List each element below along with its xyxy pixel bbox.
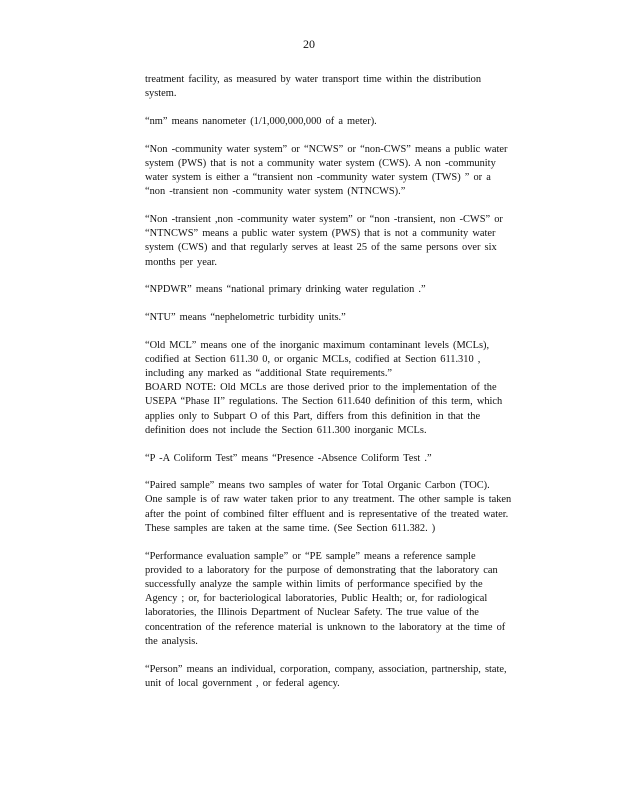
text-line: definition does not include the Section 611.300 inorganic MCLs.	[145, 424, 427, 436]
text-line: Agency ; or, for bacteriological laboratories, Public Health; or, for radiological	[145, 593, 488, 605]
text-line: laboratories, the Illinois Department of Nuclear Safety. The true value of the	[145, 607, 479, 619]
text-line: treatment facility, as measured by water transport time within the distribution	[145, 74, 482, 85]
text-line: “Non -transient ,non -community water system” or “non -transient, non -CWS” or	[145, 213, 503, 225]
text-line: USEPA “Phase II” regulations. The Section 611.640 definition of this term, which	[145, 396, 503, 408]
text-line: applies only to Subpart O of this Part, differs from this definition in that the	[145, 410, 481, 422]
page-number: 20	[303, 37, 315, 51]
document-body	[145, 73, 544, 704]
text-line: successfully analyze the sample within limits of performance specified by the	[145, 578, 483, 590]
text-line: “NTNCWS” means a public water system (PWS) that is not a community water	[145, 228, 496, 240]
text-line: “non -transient non -community water system (NTNCWS).”	[145, 186, 406, 198]
text-line: including any marked as “additional State requirements.”	[145, 368, 393, 380]
definition-paragraph	[145, 339, 544, 438]
text-line: codified at Section 611.30 0, or organic MCLs, codified at Section 611.310 ,	[145, 353, 481, 365]
text-line: unit of local government , or federal agency.	[145, 677, 340, 689]
definition-paragraph	[145, 311, 544, 325]
text-line: One sample is of raw water taken prior to any treatment. The other sample is taken	[145, 494, 512, 506]
text-line: “NTU” means “nephelometric turbidity units.”	[145, 311, 346, 323]
text-line: concentration of the reference material is unknown to the laboratory at the time of	[145, 621, 506, 633]
definition-paragraph	[145, 550, 544, 649]
text-line: “Performance evaluation sample” or “PE sample” means a reference sample	[145, 550, 476, 562]
definition-paragraph	[145, 283, 544, 297]
text-line: system (CWS) and that regularly serves at least 25 of the same persons over six	[145, 242, 497, 254]
text-line: provided to a laboratory for the purpose of demonstrating that the laboratory can	[145, 564, 498, 576]
definition-paragraph	[145, 663, 544, 691]
text-line: “Old MCL” means one of the inorganic maximum contaminant levels (MCLs),	[145, 339, 490, 351]
text-line: “Non -community water system” or “NCWS” or “non-CWS” means a public water	[145, 143, 508, 155]
text-line: “NPDWR” means “national primary drinking water regulation .”	[145, 284, 426, 296]
text-line: system.	[145, 88, 177, 100]
definition-paragraph	[145, 479, 544, 536]
definition-paragraph	[145, 115, 544, 129]
text-line: “nm” means nanometer (1/1,000,000,000 of a meter).	[145, 115, 377, 127]
text-line: after the point of combined filter effluent and is representative of the treated water.	[145, 508, 509, 520]
board-note-line: BOARD NOTE: Old MCLs are those derived prior to the implementation of the	[145, 382, 497, 394]
text-line: These samples are taken at the same time. (See Section 611.382. )	[145, 522, 436, 534]
definition-paragraph	[145, 143, 544, 200]
text-line: “Person” means an individual, corporation, company, association, partnership, state,	[145, 663, 507, 675]
definition-paragraph	[145, 452, 544, 466]
text-line: “Paired sample” means two samples of water for Total Organic Carbon (TOC).	[145, 480, 490, 492]
text-line: months per year.	[145, 256, 217, 268]
definition-paragraph	[145, 73, 544, 101]
text-line: the analysis.	[145, 635, 198, 647]
text-line: system (PWS) that is not a community water system (CWS). A non -community	[145, 157, 496, 169]
text-line: water system is either a “transient non -community water system (TWS) ” or a	[145, 172, 491, 184]
text-line: “P -A Coliform Test” means “Presence -Absence Coliform Test .”	[145, 452, 432, 464]
definition-paragraph	[145, 213, 544, 270]
